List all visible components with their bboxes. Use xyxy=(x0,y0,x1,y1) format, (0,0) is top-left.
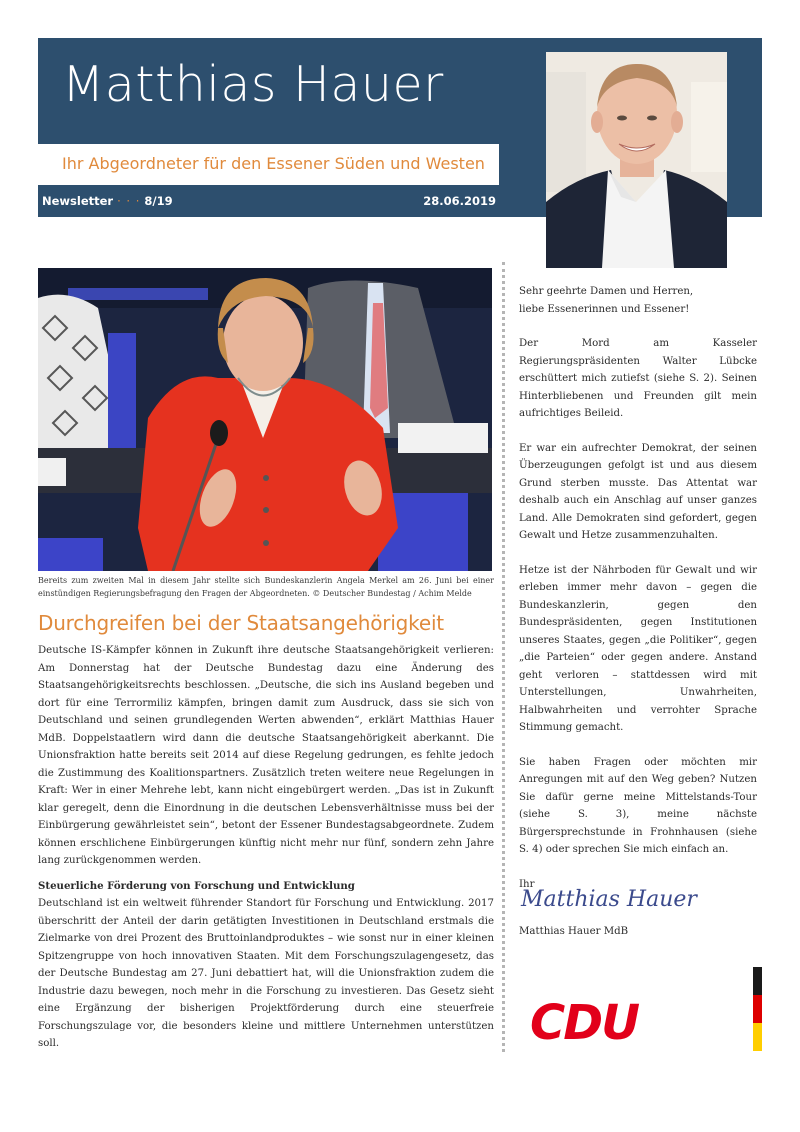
separator-dots: · · · xyxy=(117,194,141,208)
cdu-logo-graphic xyxy=(530,997,680,1045)
issue-number: 8/19 xyxy=(144,194,173,208)
article-body xyxy=(38,642,494,1053)
subtitle: Ihr Abgeordneter für den Essener Süden und Westen xyxy=(62,154,485,173)
flag-black xyxy=(753,967,762,995)
article-heading: Durchgreifen bei der Staatsangehörigkeit xyxy=(38,611,444,635)
column-divider xyxy=(502,262,505,1052)
salutation xyxy=(519,283,757,318)
portrait-illustration xyxy=(546,52,727,268)
photo-caption: Bereits zum zweiten Mal in diesem Jahr stellte sich Bundeskanzlerin Angela Merkel am 26. Juni bei einer einstündigen Regierungsbefragung den Fragen der Abgeordneten. © Deutscher Bundestag / Achim Melde xyxy=(38,576,494,598)
german-flag-stripe xyxy=(753,967,762,1051)
handwritten-signature xyxy=(519,878,699,916)
cdu-logo xyxy=(530,997,680,1045)
flag-red xyxy=(753,995,762,1023)
newsletter-label: Newsletter xyxy=(42,194,114,208)
article-paragraph: Deutsche IS-Kämpfer können in Zukunft ihre deutsche Staatsangehörigkeit verlieren: Am Donnerstag hat der Deutsche Bundestag dazu eine Änderung des Staatsangehörigkeitsrechts beschlossen. „Deutsche, die sich ins Ausland begeben und dort für eine Terrormiliz kämpfen, bringen damit zum Ausdruck, dass sie sich von Deutschland und seinen grundlegenden Werten abwenden“, erklärt Matthias Hauer MdB. Doppelstaatlern wird dann die deutsche Staatsangehörigkeit aberkannt. Die Unionsfraktion hatte bereits seit 2014 auf diese Regelung gedrungen, es fehlte jedoch die Zustimmung des Koalitionspartners. Zusätzlich treten weitere neue Regelungen in Kraft: Wer in einer Mehrehe lebt, kann nicht eingebürgert werden. „Das ist in Zukunft klar geregelt, denn die Einordnung in die deutschen Lebensverhältnisse muss bei der Einbürgerung gewährleistet sein“, betont der Essener Bundestagsabgeordnete. Zudem können erschlichene Einbürgerungen künftig nicht mehr nur fünf, sondern zehn Jahre lang zurückgenommen werden. xyxy=(38,645,494,866)
salutation-line: Sehr geehrte Damen und Herren, xyxy=(519,286,694,297)
article-subheading: Steuerliche Förderung von Forschung und Entwicklung xyxy=(38,879,355,892)
article-paragraph: Deutschland ist ein weltweit führender Standort für Forschung und Entwicklung. 2017 überschritt der Anteil der darin getätigten Investitionen in Deutschland erstmals die Zielmarke von drei Prozent des Bruttoinlandproduktes – wie sonst nur in einer kleinen Spitzengruppe von hoch innovativen Staaten. Mit dem Forschungszulagengesetz, das der Deutsche Bundestag am 27. Juni debattiert hat, will die Unionsfraktion zudem die Industrie dazu bewegen, noch mehr in die Forschung zu investieren. Das Gesetz sieht eine Ergänzung der bisherigen Projektförderung durch eine steuerfreie Forschungszulage vor, die besonders kleine und mittlere Unternehmen unterstützen soll. xyxy=(38,898,494,1049)
letter-paragraph: Sie haben Fragen oder möchten mir Anregungen mit auf den Weg geben? Nutzen Sie dafür gerne meine Mittelstands-Tour (siehe S. 3), meine nächste Bürgersprechstunde in Frohnhausen (siehe S. 4) oder sprechen Sie mich einfach an. xyxy=(519,756,757,855)
issue-label xyxy=(42,194,173,208)
issue-date: 28.06.2019 xyxy=(423,194,496,208)
subtitle-bar xyxy=(38,144,499,185)
merkel-photo-illustration xyxy=(38,268,492,571)
letter-paragraph: Er war ein aufrechter Demokrat, der seinen Überzeugungen gefolgt ist und aus diesem Grund sterben musste. Das Attentat war deshalb auch ein Anschlag auf unser ganzes Land. Alle Demokraten sind gefordert, gegen Gewalt und Hetze zusammenzuhalten. xyxy=(519,442,757,541)
article-photo xyxy=(38,268,492,571)
editorial-letter xyxy=(519,283,757,910)
page-title: Matthias Hauer xyxy=(62,56,444,113)
portrait-photo xyxy=(546,52,727,268)
signed-name: Matthias Hauer MdB xyxy=(519,926,629,937)
signature-text: Matthias Hauer xyxy=(521,887,697,912)
flag-gold xyxy=(753,1023,762,1051)
signature-graphic xyxy=(519,878,699,916)
letter-closing: Ihr xyxy=(519,878,535,890)
letter-paragraph: Der Mord am Kasseler Regierungspräsidenten Walter Lübcke erschüttert mich zutiefst (siehe S. 2). Seinen Hinterbliebenen und Freunden gilt mein aufrichtiges Beileid. xyxy=(519,338,757,419)
salutation-line: liebe Essenerinnen und Essener! xyxy=(519,303,690,315)
letter-paragraph: Hetze ist der Nährboden für Gewalt und wir erleben immer mehr davon – gegen die Bundeskanzlerin, gegen den Bundespräsidenten, gegen Institutionen unseres Staates, gegen „die Politiker“, gegen „die Parteien“ oder gegen andere. Anstand geht verloren – stattdessen wird mit Unterstellungen, Unwahrheiten, Halbwahrheiten und verrohter Sprache Stimmung gemacht. xyxy=(519,564,757,733)
cdu-logo-text: CDU xyxy=(530,997,639,1045)
